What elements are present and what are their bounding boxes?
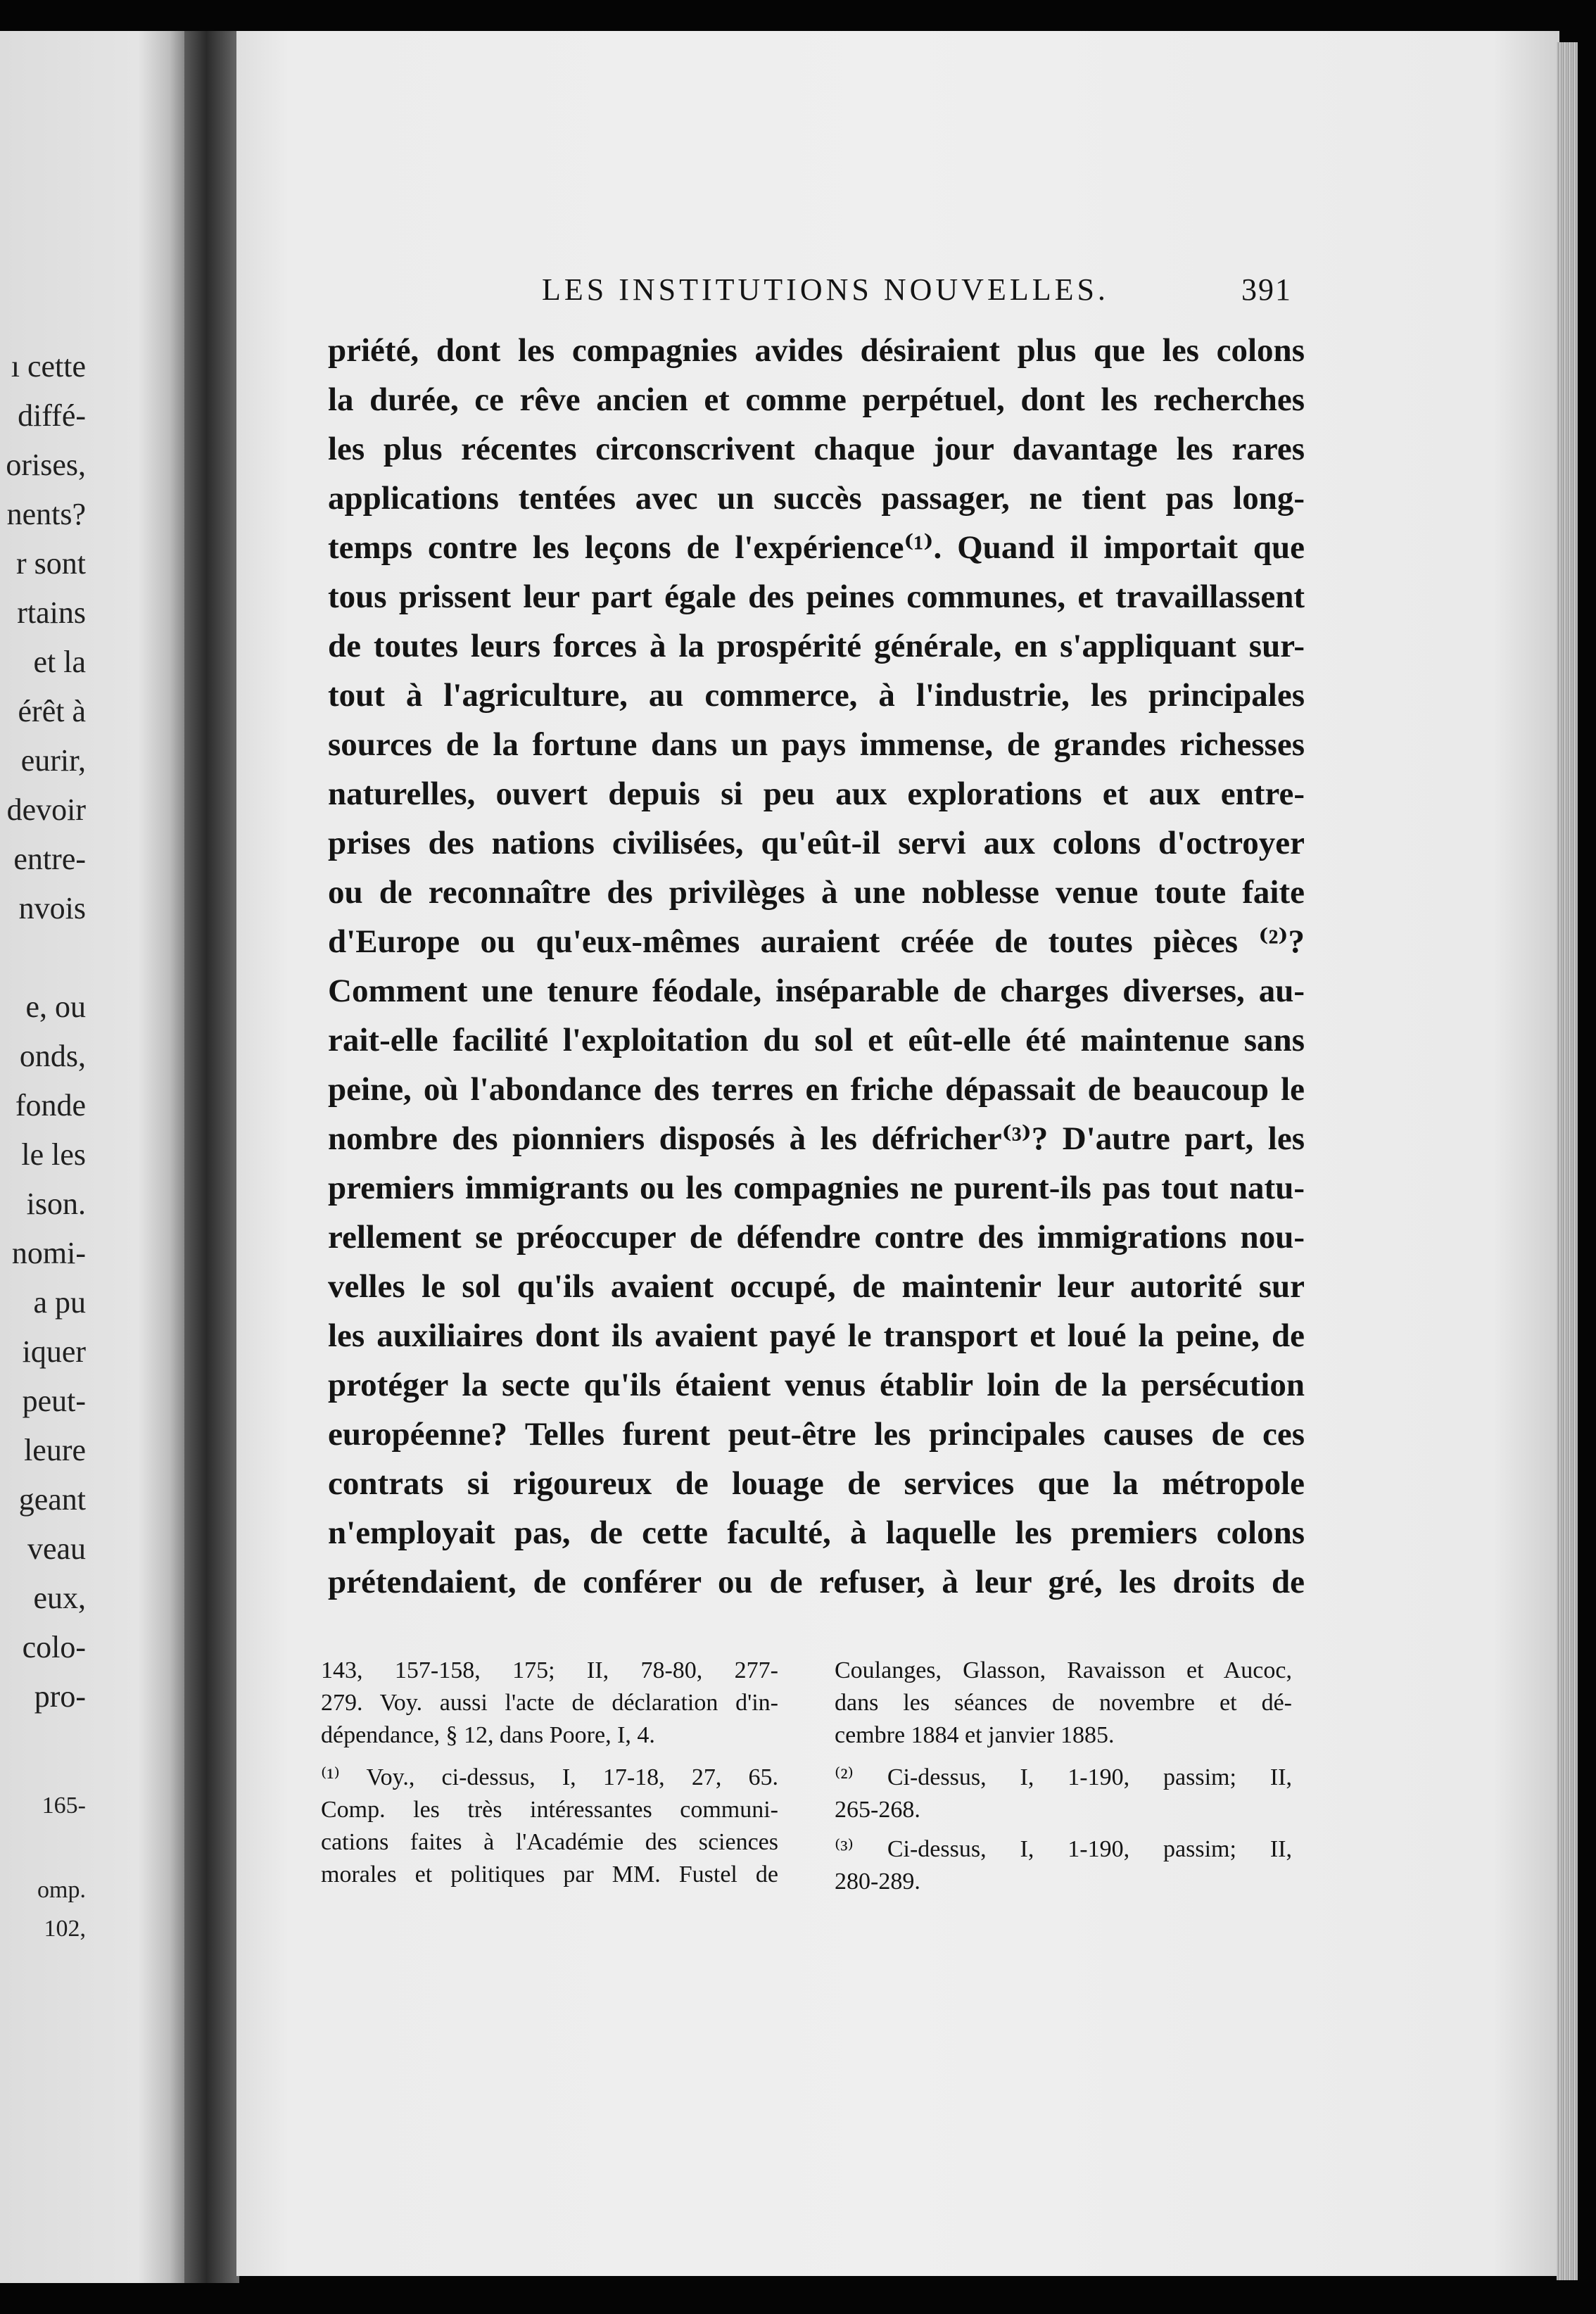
facing-page-line: veau — [27, 1531, 86, 1566]
text-line: naturelles, ouvert depuis si peu aux explorations et aux entre- — [328, 776, 1305, 812]
footnote-line: ⁽¹⁾ Voy., ci-dessus, I, 17-18, 27, 65. — [321, 1764, 778, 1790]
facing-page-line: geant — [18, 1482, 86, 1517]
facing-page-line: et la — [33, 645, 86, 679]
footnote-line: dépendance, § 12, dans Poore, I, 4. — [321, 1722, 655, 1748]
facing-page-line: ison. — [26, 1187, 86, 1221]
facing-page-line: érêt à — [18, 694, 86, 728]
text-line: protéger la secte qu'ils étaient venus établir loin de la persécution — [328, 1367, 1305, 1403]
footnote-line: 265-268. — [835, 1797, 920, 1823]
footnote-line: 143, 157-158, 175; II, 78-80, 277- — [321, 1657, 778, 1683]
text-line: nombre des pionniers disposés à les défricher⁽³⁾? D'autre part, les — [328, 1120, 1305, 1157]
footnote-line: 279. Voy. aussi l'acte de déclaration d'in- — [321, 1690, 778, 1716]
text-line: européenne? Telles furent peut-être les principales causes de ces — [328, 1416, 1305, 1453]
footnote-line: cations faites à l'Académie des sciences — [321, 1829, 778, 1855]
footnote-line: ⁽²⁾ Ci-dessus, I, 1-190, passim; II, — [835, 1764, 1292, 1790]
facing-page-line: r sont — [16, 546, 86, 581]
facing-page-line: diffé- — [18, 398, 86, 433]
text-line: temps contre les leçons de l'expérience⁽¹⁾. Quand il importait que — [328, 529, 1305, 566]
text-line: rellement se préoccuper de défendre contre des immigrations nou- — [328, 1219, 1305, 1256]
page-edge-stack — [1557, 42, 1578, 2280]
text-line: d'Europe ou qu'eux-mêmes auraient créée de toutes pièces ⁽²⁾? — [328, 923, 1305, 960]
text-line: ou de reconnaître des privilèges à une noblesse venue toute faite — [328, 874, 1305, 911]
facing-page-fragment — [0, 31, 184, 2283]
facing-page-line: onds, — [19, 1039, 86, 1073]
text-line: Comment une tenure féodale, inséparable de charges diverses, au- — [328, 973, 1305, 1009]
facing-page-line: 102, — [44, 1916, 86, 1942]
facing-page-line: nents? — [6, 497, 86, 531]
facing-page-line: fonde — [15, 1088, 86, 1123]
text-line: tout à l'agriculture, au commerce, à l'industrie, les principales — [328, 677, 1305, 714]
text-line: prétendaient, de conférer ou de refuser, à leur gré, les droits de — [328, 1564, 1305, 1600]
book-gutter — [184, 31, 239, 2283]
facing-page-line: leure — [24, 1433, 86, 1467]
footnote-line: morales et politiques par MM. Fustel de — [321, 1861, 778, 1888]
facing-page-line: 165- — [42, 1793, 86, 1819]
text-line: rait-elle facilité l'exploitation du sol et eût-elle été maintenue sans — [328, 1022, 1305, 1058]
facing-page-line: e, ou — [25, 990, 86, 1024]
facing-page-line: entre- — [13, 842, 86, 876]
footnote-line: Coulanges, Glasson, Ravaisson et Aucoc, — [835, 1657, 1292, 1683]
facing-page-line: colo- — [22, 1630, 86, 1664]
facing-page-line: le les — [21, 1137, 86, 1172]
text-line: applications tentées avec un succès passager, ne tient pas long- — [328, 480, 1305, 517]
facing-page-line: pro- — [34, 1679, 86, 1714]
text-line: prises des nations civilisées, qu'eût-il servi aux colons d'octroyer — [328, 825, 1305, 861]
footnote-line: 280-289. — [835, 1869, 920, 1895]
text-line: les plus récentes circonscrivent chaque jour davantage les rares — [328, 431, 1305, 467]
facing-page-line: nvois — [18, 891, 86, 925]
page-number: 391 — [1241, 272, 1292, 307]
facing-page-line: nomi- — [11, 1236, 86, 1270]
running-title: LES INSTITUTIONS NOUVELLES. — [542, 272, 1109, 307]
facing-page-line: a pu — [33, 1285, 86, 1320]
text-line: la durée, ce rêve ancien et comme perpétuel, dont les recherches — [328, 381, 1305, 418]
facing-page-line: devoir — [6, 792, 86, 827]
facing-page-line: eux, — [33, 1581, 86, 1615]
facing-page-line: ı cette — [11, 349, 86, 384]
text-line: priété, dont les compagnies avides désiraient plus que les colons — [328, 332, 1305, 369]
facing-page-line: eurir, — [20, 743, 86, 778]
footnote-line: cembre 1884 et janvier 1885. — [835, 1722, 1115, 1748]
text-line: contrats si rigoureux de louage de services que la métropole — [328, 1465, 1305, 1502]
text-line: sources de la fortune dans un pays immense, de grandes richesses — [328, 726, 1305, 763]
facing-page-line: iquer — [22, 1334, 86, 1369]
text-line: les auxiliaires dont ils avaient payé le transport et loué la peine, de — [328, 1317, 1305, 1354]
text-line: tous prissent leur part égale des peines communes, et travaillassent — [328, 578, 1305, 615]
text-line: n'employait pas, de cette faculté, à laquelle les premiers colons — [328, 1515, 1305, 1551]
facing-page-line: peut- — [22, 1384, 86, 1418]
footnote-line: dans les séances de novembre et dé- — [835, 1690, 1292, 1716]
facing-page-line: orises, — [6, 448, 86, 482]
text-line: velles le sol qu'ils avaient occupé, de maintenir leur autorité sur — [328, 1268, 1305, 1305]
footnote-line: ⁽³⁾ Ci-dessus, I, 1-190, passim; II, — [835, 1836, 1292, 1862]
text-line: premiers immigrants ou les compagnies ne purent-ils pas tout natu- — [328, 1170, 1305, 1206]
facing-page-line: rtains — [17, 595, 86, 630]
text-line: peine, où l'abondance des terres en friche dépassait de beaucoup le — [328, 1071, 1305, 1108]
facing-page-line: omp. — [37, 1877, 86, 1903]
text-line: de toutes leurs forces à la prospérité générale, en s'appliquant sur- — [328, 628, 1305, 664]
footnote-line: Comp. les très intéressantes communi- — [321, 1797, 778, 1823]
